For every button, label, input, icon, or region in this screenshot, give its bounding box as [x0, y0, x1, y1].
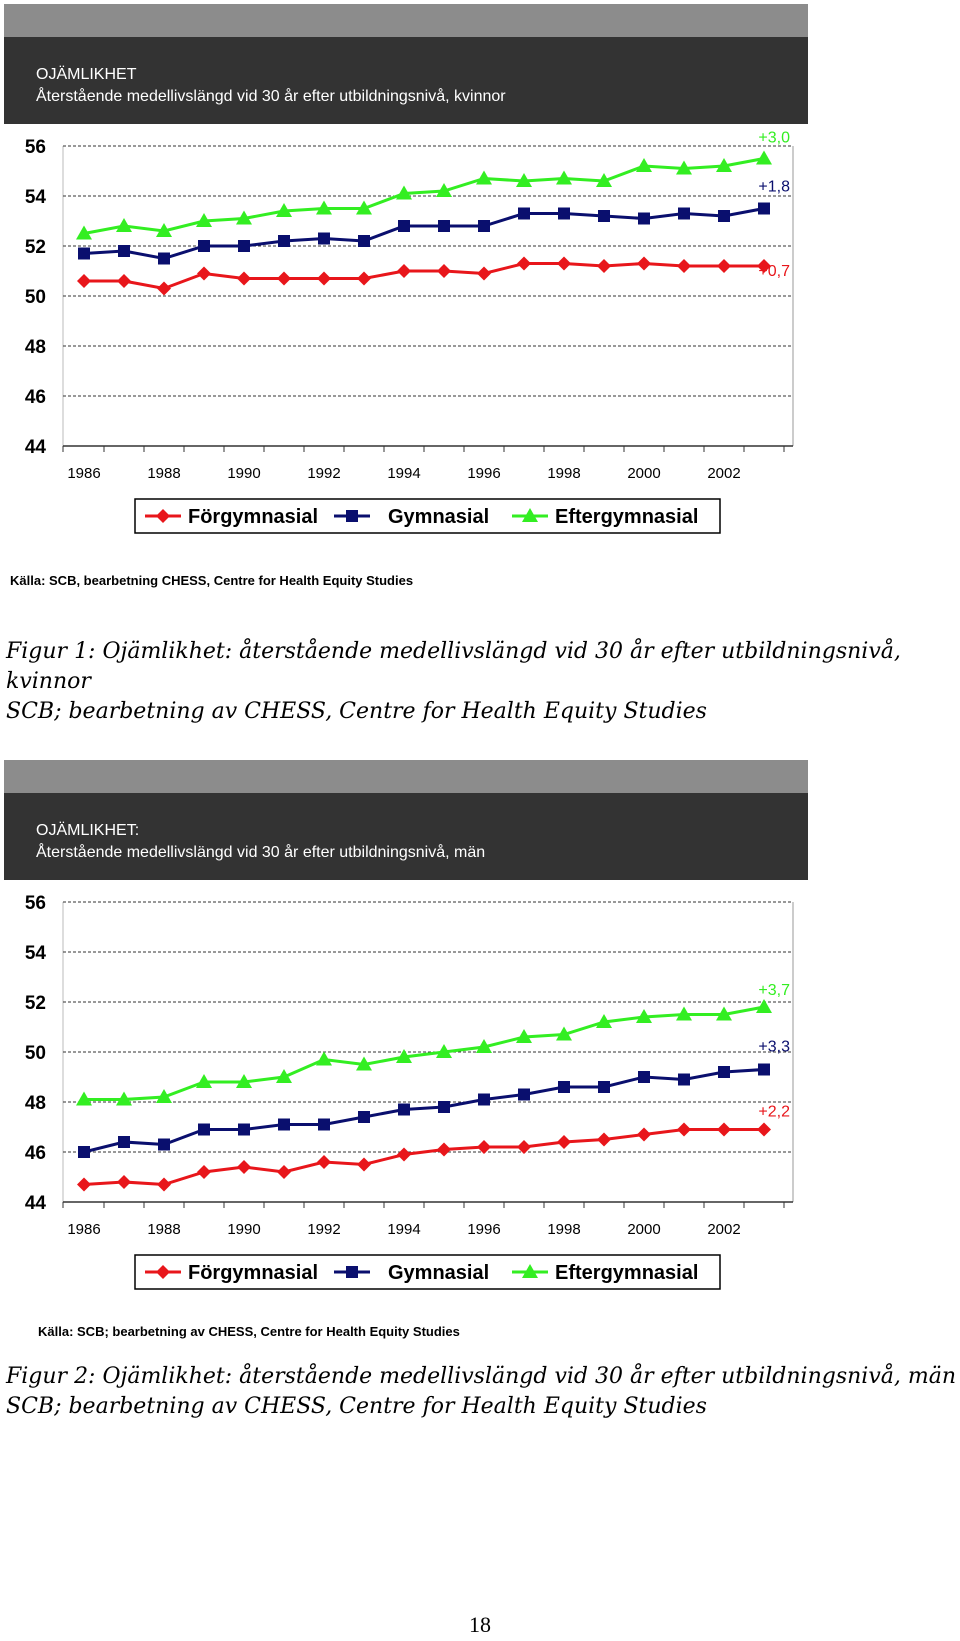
page-number: 18: [469, 1612, 491, 1637]
caption-line: Figur 2: Ojämlikhet: återstående medellivslängd vid 30 år efter utbildningsnivå, män: [6, 1364, 957, 1389]
y-tick-label: 50: [24, 1043, 46, 1064]
legend-label: Förgymnasial: [188, 506, 319, 528]
data-point: [718, 1066, 730, 1078]
y-tick-label: 44: [24, 1193, 46, 1214]
data-point: [358, 1111, 370, 1123]
x-tick-label: 1986: [67, 465, 101, 482]
y-tick-label: 50: [24, 287, 46, 308]
legend-marker: [346, 510, 358, 522]
caption-line: SCB; bearbetning av CHESS, Centre for Health Equity Studies: [6, 1394, 707, 1419]
x-tick-label: 2000: [627, 1221, 661, 1238]
x-tick-label: 2000: [627, 465, 661, 482]
data-point: [758, 1064, 770, 1076]
y-tick-label: 56: [24, 137, 46, 158]
x-tick-label: 1986: [67, 1221, 101, 1238]
data-point: [758, 203, 770, 215]
data-point: [118, 245, 130, 257]
chart-header: [4, 4, 808, 124]
end-value-label: +2,2: [758, 1103, 790, 1121]
x-tick-label: 1996: [467, 465, 501, 482]
header-band: [4, 4, 808, 37]
y-tick-label: 44: [24, 437, 46, 458]
data-point: [158, 253, 170, 265]
x-tick-label: 1988: [147, 1221, 181, 1238]
end-value-label: +3,7: [758, 982, 790, 999]
header-band: [4, 760, 808, 793]
x-tick-label: 2002: [707, 465, 741, 482]
x-tick-label: 1988: [147, 465, 181, 482]
x-tick-label: 1994: [387, 465, 421, 482]
data-point: [518, 1089, 530, 1101]
y-tick-label: 48: [24, 337, 46, 358]
header-subtitle: Återstående medellivslängd vid 30 år efter utbildningsnivå, män: [36, 844, 486, 861]
end-value-label: +3,3: [758, 1038, 790, 1056]
data-point: [158, 1139, 170, 1151]
source-note: Källa: SCB; bearbetning av CHESS, Centre for Health Equity Studies: [38, 1324, 460, 1339]
end-value-label: +3,0: [758, 129, 790, 147]
legend-marker: [346, 1266, 358, 1278]
x-tick-label: 1992: [307, 465, 341, 482]
end-value-label: +1,8: [758, 178, 790, 196]
y-tick-label: 48: [24, 1093, 46, 1114]
data-point: [638, 213, 650, 225]
x-tick-label: 1996: [467, 1221, 501, 1238]
data-point: [238, 1124, 250, 1136]
data-point: [678, 1074, 690, 1086]
data-point: [438, 1101, 450, 1113]
data-point: [198, 240, 210, 252]
data-point: [478, 220, 490, 232]
y-tick-label: 52: [24, 237, 46, 258]
x-tick-label: 1994: [387, 1221, 421, 1238]
data-point: [318, 1119, 330, 1131]
caption-line: SCB; bearbetning av CHESS, Centre for Health Equity Studies: [6, 699, 707, 724]
y-tick-label: 46: [24, 387, 46, 408]
x-tick-label: 1998: [547, 1221, 581, 1238]
legend-label: Eftergymnasial: [555, 1262, 699, 1284]
y-tick-label: 46: [24, 1143, 46, 1164]
legend-label: Eftergymnasial: [555, 506, 699, 528]
data-point: [558, 1081, 570, 1093]
header-title: OJÄMLIKHET:: [36, 822, 140, 839]
x-tick-label: 1990: [227, 1221, 261, 1238]
legend-label: Gymnasial: [388, 506, 490, 528]
chart-header: [4, 760, 808, 880]
data-point: [558, 208, 570, 220]
data-point: [238, 240, 250, 252]
data-point: [278, 235, 290, 247]
data-point: [718, 210, 730, 222]
y-tick-label: 54: [24, 943, 46, 964]
figure-caption: [6, 637, 960, 727]
data-point: [478, 1094, 490, 1106]
data-point: [198, 1124, 210, 1136]
caption-line: Figur 1: Ojämlikhet: återstående medellivslängd vid 30 år efter utbildningsnivå, kvinnor: [6, 639, 901, 694]
data-point: [518, 208, 530, 220]
data-point: [398, 1104, 410, 1116]
legend-label: Förgymnasial: [188, 1262, 319, 1284]
x-tick-label: 2002: [707, 1221, 741, 1238]
data-point: [678, 208, 690, 220]
data-point: [278, 1119, 290, 1131]
line-chart: [0, 880, 960, 1310]
data-point: [78, 1146, 90, 1158]
data-point: [438, 220, 450, 232]
x-tick-label: 1998: [547, 465, 581, 482]
data-point: [638, 1071, 650, 1083]
data-point: [398, 220, 410, 232]
data-point: [358, 235, 370, 247]
header-title: OJÄMLIKHET: [36, 66, 137, 83]
data-point: [598, 1081, 610, 1093]
x-tick-label: 1990: [227, 465, 261, 482]
data-point: [318, 233, 330, 245]
end-value-label: +0,7: [758, 263, 790, 280]
source-note: Källa: SCB, bearbetning CHESS, Centre for Health Equity Studies: [10, 573, 414, 588]
x-tick-label: 1992: [307, 1221, 341, 1238]
y-tick-label: 52: [24, 993, 46, 1014]
y-tick-label: 56: [24, 893, 46, 914]
data-point: [118, 1136, 130, 1148]
data-point: [598, 210, 610, 222]
legend-label: Gymnasial: [388, 1262, 490, 1284]
header-subtitle: Återstående medellivslängd vid 30 år efter utbildningsnivå, kvinnor: [36, 88, 506, 105]
line-chart: [0, 124, 960, 554]
y-tick-label: 54: [24, 187, 46, 208]
data-point: [78, 248, 90, 260]
figure-caption: [6, 1362, 956, 1422]
